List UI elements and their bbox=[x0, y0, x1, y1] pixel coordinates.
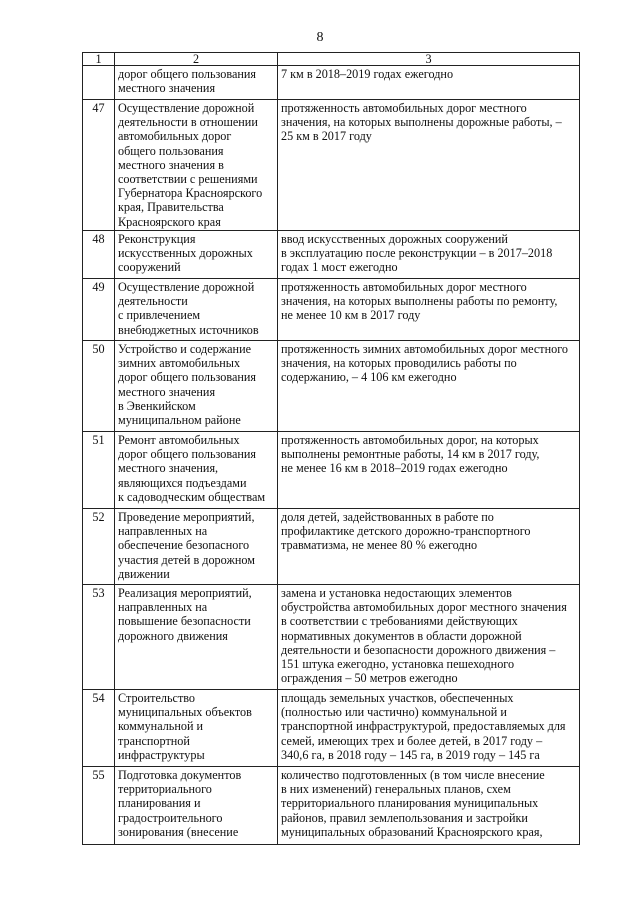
column-header-2: 2 bbox=[115, 53, 278, 66]
measure-name: Ремонт автомобильных дорог общего пользования местного значения, являющихся подъездами к садоводческим обществам bbox=[115, 432, 278, 509]
measure-name: Осуществление дорожной деятельности в отношении автомобильных дорог общего пользования местного значения в соответствии с решениями Губернатора Красноярского края, Правительства Красноярского края bbox=[115, 100, 278, 231]
measure-name: Подготовка документов территориального планирования и градостроительного зонирования (внесение bbox=[115, 767, 278, 845]
measure-name: Осуществление дорожной деятельности с привлечением внебюджетных источников bbox=[115, 279, 278, 341]
table-row bbox=[83, 585, 580, 690]
measure-name: Строительство муниципальных объектов коммунальной и транспортной инфраструктуры bbox=[115, 690, 278, 767]
measure-result: 7 км в 2018–2019 годах ежегодно bbox=[278, 66, 580, 100]
column-header-1: 1 bbox=[83, 53, 115, 66]
row-number: 52 bbox=[83, 509, 115, 585]
row-number bbox=[83, 66, 115, 100]
row-number: 49 bbox=[83, 279, 115, 341]
row-number: 55 bbox=[83, 767, 115, 845]
row-number: 48 bbox=[83, 231, 115, 279]
measure-result: протяженность автомобильных дорог местного значения, на которых выполнены работы по ремонту, не менее 10 км в 2017 году bbox=[278, 279, 580, 341]
table-row bbox=[83, 279, 580, 341]
row-number: 53 bbox=[83, 585, 115, 690]
measure-name: дорог общего пользования местного значения bbox=[115, 66, 278, 100]
table-row bbox=[83, 767, 580, 845]
table-row bbox=[83, 341, 580, 432]
measure-name: Устройство и содержание зимних автомобильных дорог общего пользования местного значения в Эвенкийском муниципальном районе bbox=[115, 341, 278, 432]
measure-result: протяженность автомобильных дорог, на которых выполнены ремонтные работы, 14 км в 2017 году, не менее 16 км в 2018–2019 годах ежегодно bbox=[278, 432, 580, 509]
measure-result: площадь земельных участков, обеспеченных (полностью или частично) коммунальной и транспортной инфраструктурой, предоставляемых для семей, имеющих трех и более детей, в 2017 году – 340,6 га, в 2018 году – 145 га, в 2019 году – 145 га bbox=[278, 690, 580, 767]
measure-name: Реализация мероприятий, направленных на повышение безопасности дорожного движения bbox=[115, 585, 278, 690]
measure-name: Реконструкция искусственных дорожных сооружений bbox=[115, 231, 278, 279]
table-row bbox=[83, 509, 580, 585]
measure-result: замена и установка недостающих элементов обустройства автомобильных дорог местного значения в соответствии с требованиями действующих нормативных документов в области дорожной деятельности и безопасности дорожного движения – 151 штука ежегодно, установка пешеходного ограждения – 50 метров ежегодно bbox=[278, 585, 580, 690]
table-row bbox=[83, 66, 580, 100]
table-row bbox=[83, 690, 580, 767]
measure-result: ввод искусственных дорожных сооружений в эксплуатацию после реконструкции – в 2017–2018 годах 1 мост ежегодно bbox=[278, 231, 580, 279]
measure-result: протяженность автомобильных дорог местного значения, на которых выполнены дорожные работы, – 25 км в 2017 году bbox=[278, 100, 580, 231]
row-number: 47 bbox=[83, 100, 115, 231]
page-number: 8 bbox=[316, 30, 324, 45]
measure-name: Проведение мероприятий, направленных на обеспечение безопасного участия детей в дорожном движении bbox=[115, 509, 278, 585]
measure-result: доля детей, задействованных в работе по профилактике детского дорожно-транспортного травматизма, не менее 80 % ежегодно bbox=[278, 509, 580, 585]
measure-result: протяженность зимних автомобильных дорог местного значения, на которых проводились работы по содержанию, – 4 106 км ежегодно bbox=[278, 341, 580, 432]
table-header-row bbox=[83, 53, 580, 66]
table-row bbox=[83, 231, 580, 279]
table-row bbox=[83, 100, 580, 231]
row-number: 50 bbox=[83, 341, 115, 432]
column-header-3: 3 bbox=[278, 53, 580, 66]
measure-result: количество подготовленных (в том числе внесение в них изменений) генеральных планов, схем территориального планирования муниципальных районов, правил землепользования и застройки муниципальных образований Красноярского края, bbox=[278, 767, 580, 845]
row-number: 51 bbox=[83, 432, 115, 509]
row-number: 54 bbox=[83, 690, 115, 767]
program-measures-table bbox=[82, 52, 580, 845]
table-row bbox=[83, 432, 580, 509]
